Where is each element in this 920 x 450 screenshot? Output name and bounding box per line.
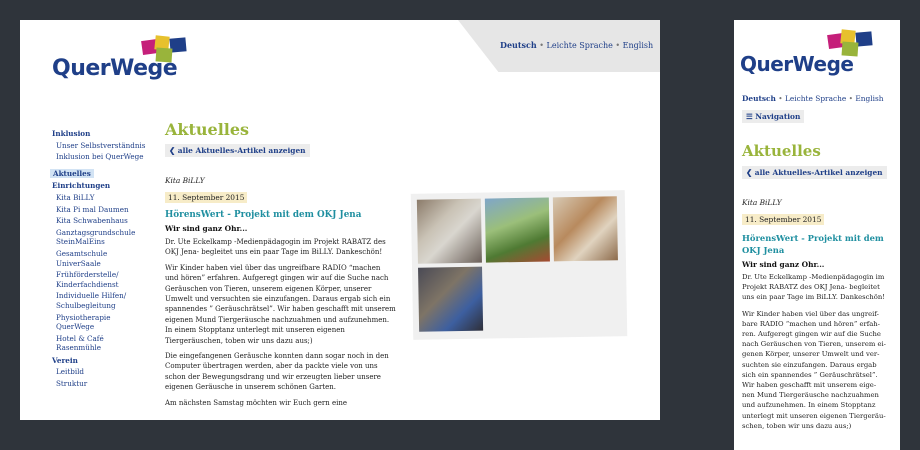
article-headline — [742, 232, 884, 256]
nav-item-fruehfoerderstelle[interactable] — [52, 270, 162, 289]
headline-line: OKJ Jena — [742, 245, 785, 255]
gallery-photo[interactable] — [418, 267, 483, 332]
page-title: Aktuelles — [742, 142, 821, 160]
nav-item-leitbild[interactable]: Leitbild — [56, 367, 85, 377]
text-line: Computer übertragen werden, aber da packte viele von uns — [165, 362, 378, 371]
article-subhead: Wir sind ganz Ohr... — [742, 260, 825, 269]
nav-label-line: Physiotherapie — [56, 312, 111, 322]
article-category: Kita BiLLY — [165, 176, 205, 185]
text-line: ren. Aufgeregt gingen wir auf die Suche — [742, 330, 881, 339]
text-line: eigenen Geräusche in unserem schönen Garten. — [165, 383, 337, 392]
nav-label-line: Frühförderstelle/ — [56, 270, 119, 280]
article-date: 11. September 2015 — [165, 192, 247, 203]
language-switcher — [742, 94, 884, 103]
text-line: nen Mund Tiergeräusche nachzuahmen — [742, 391, 879, 400]
lang-english[interactable]: English — [855, 94, 884, 103]
nav-label-line: UniverSaale — [56, 258, 101, 268]
text-line: und hören” erfahren. Aufgeregt gingen wir auf die Suche nach — [165, 274, 389, 283]
article-body — [742, 272, 897, 431]
article-subhead: Wir sind ganz Ohr... — [165, 224, 248, 233]
nav-item-selbstverstaendnis[interactable]: Unser Selbstverständnis — [56, 140, 146, 150]
lang-sep: • — [539, 41, 544, 50]
nav-label-line: Gesamtschule — [56, 248, 108, 258]
text-line: Wir haben geschafft mit unserem eige- — [742, 381, 877, 390]
back-to-list-button[interactable] — [165, 144, 310, 157]
text-line: bare RADIO “machen und hören” erfah- — [742, 319, 880, 328]
paragraph — [742, 309, 897, 431]
nav-item-kita-pi-mal-daumen[interactable]: Kita Pi mal Daumen — [56, 204, 129, 214]
text-line: Am nächsten Samstag möchten wir Euch gern eine — [165, 398, 347, 407]
text-line: Die eingefangenen Geräusche konnten dann sogar noch in den — [165, 352, 389, 361]
menu-icon: ☰ — [746, 112, 753, 121]
text-line: uns ein paar Tage im BiLLY. Dankeschön! — [742, 293, 885, 302]
text-line: unterlegt mit unseren eigenen Tiergeräu- — [742, 411, 886, 420]
nav-label-line: Hotel & Café — [56, 333, 104, 343]
logo-text: QuerWege — [52, 56, 178, 81]
navigation-toggle-button[interactable] — [742, 110, 804, 123]
text-line: Tiergeräuschen, toben wir uns dazu aus;) — [165, 336, 313, 345]
article-date: 11. September 2015 — [742, 214, 824, 225]
chevron-left-icon: ❮ — [746, 168, 753, 177]
lang-leichte-sprache[interactable]: Leichte Sprache — [546, 41, 613, 50]
text-line: spannendes ” Geräuschrätsel”. Wir haben geschafft mit unserem — [165, 305, 396, 314]
text-line: und aufzunehmen. In einem Stopptanz — [742, 401, 876, 410]
mobile-screenshot — [734, 20, 900, 450]
nav-label-line: Individuelle Hilfen/ — [56, 291, 127, 301]
paragraph — [165, 237, 405, 258]
lang-deutsch[interactable]: Deutsch — [500, 40, 537, 50]
lang-sep: • — [778, 94, 783, 103]
article-category: Kita BiLLY — [742, 198, 782, 207]
text-line: In einem Stopptanz unterlegt mit unseren eigenen — [165, 326, 345, 335]
nav-label-line: QuerWege — [56, 322, 95, 332]
nav-item-hotel-cafe[interactable] — [52, 334, 162, 353]
text-line: genen Körper, unserer Umwelt und ver- — [742, 350, 880, 359]
nav-label-line: SteinMalEins — [56, 237, 105, 247]
article-body — [165, 237, 405, 408]
gallery-photo[interactable] — [485, 197, 550, 262]
nav-item-individuelle-hilfen[interactable] — [52, 291, 162, 310]
lang-sep: • — [615, 41, 621, 50]
lang-english[interactable]: English — [622, 41, 654, 50]
nav-section-verein[interactable]: Verein — [52, 355, 78, 365]
nav-item-struktur[interactable]: Struktur — [56, 379, 88, 389]
desktop-screenshot — [20, 20, 660, 420]
page-title: Aktuelles — [165, 120, 250, 139]
text-line: Projekt RABATZ des OKJ Jena- begleitet — [742, 283, 880, 292]
text-line: Geräuschen von Tieren, unserem eigenen Körper, unserer — [165, 284, 372, 293]
back-to-list-button[interactable] — [742, 166, 887, 179]
nav-item-ganztagsgrundschule[interactable] — [52, 228, 162, 247]
text-line: Wir Kinder haben viel über das ungreif- — [742, 309, 879, 318]
nav-item-inklusion-bei-querwege[interactable]: Inklusion bei QuerWege — [56, 152, 144, 162]
paragraph — [165, 351, 405, 393]
chevron-left-icon: ❮ — [169, 146, 176, 155]
navigation-label: Navigation — [755, 112, 801, 121]
gallery-photo[interactable] — [553, 196, 618, 261]
text-line: Dr. Ute Eckelkamp -Medienpädagogin im Projekt RABATZ des — [165, 238, 386, 246]
text-line: sich ein spannendes ” Geräuschrätsel”. — [742, 370, 878, 379]
paragraph — [165, 398, 405, 408]
lang-sep: • — [848, 94, 853, 103]
language-switcher — [500, 40, 653, 50]
nav-item-kita-schwabenhaus[interactable]: Kita Schwabenhaus — [56, 216, 128, 226]
paragraph — [742, 272, 897, 303]
nav-section-einrichtungen[interactable]: Einrichtungen — [52, 181, 111, 191]
back-button-label: alle Aktuelles-Artikel anzeigen — [177, 146, 306, 155]
logo[interactable] — [50, 34, 190, 84]
logo-text: QuerWege — [740, 52, 854, 76]
nav-label-line: Ganztagsgrundschule — [56, 227, 136, 237]
paragraph — [165, 263, 405, 346]
text-line: Dr. Ute Eckelkamp -Medienpädagogin im — [742, 273, 885, 281]
text-line: schen, toben wir uns dazu aus;) — [742, 421, 852, 430]
nav-section-inklusion[interactable]: Inklusion — [52, 129, 91, 138]
nav-label-line: Kinderfachdienst — [56, 279, 119, 289]
nav-item-kita-billy[interactable]: Kita BiLLY — [56, 192, 95, 202]
back-button-label: alle Aktuelles-Artikel anzeigen — [754, 168, 883, 177]
sidebar-nav — [52, 126, 162, 389]
nav-item-gesamtschule[interactable] — [52, 249, 162, 268]
text-line: OKJ Jena- begleitet uns ein paar Tage im BiLLY. Dankeschön! — [165, 248, 383, 257]
photo-gallery — [411, 190, 628, 340]
text-line: Wir Kinder haben viel über das ungreifbare RADIO “machen — [165, 263, 381, 272]
logo[interactable] — [740, 28, 890, 78]
text-line: schon der Bewegungsdrang und wir erzeugten lieber unsere — [165, 372, 381, 381]
nav-item-physiotherapie[interactable] — [52, 313, 162, 332]
gallery-photo[interactable] — [417, 199, 482, 264]
article-headline: HörensWert - Projekt mit dem OKJ Jena — [165, 210, 362, 220]
text-line: suchten sie einzufangen. Daraus ergab — [742, 360, 877, 369]
nav-label-line: Schulbegleitung — [56, 300, 116, 310]
text-line: Umwelt und versuchten sie einzufangen. Daraus ergab sich ein — [165, 295, 391, 304]
nav-label-line: Rasenmühle — [56, 343, 102, 353]
nav-item-aktuelles[interactable]: Aktuelles — [50, 169, 94, 179]
text-line: nach Geräuschen von Tieren, unserem ei- — [742, 340, 886, 349]
lang-deutsch[interactable]: Deutsch — [742, 94, 776, 103]
text-line: eigenen Mund Tiergeräusche nachzuahmen und aufzunehmen. — [165, 315, 390, 324]
lang-leichte-sprache[interactable]: Leichte Sprache — [785, 94, 847, 103]
headline-line: HörensWert - Projekt mit dem — [742, 233, 884, 243]
